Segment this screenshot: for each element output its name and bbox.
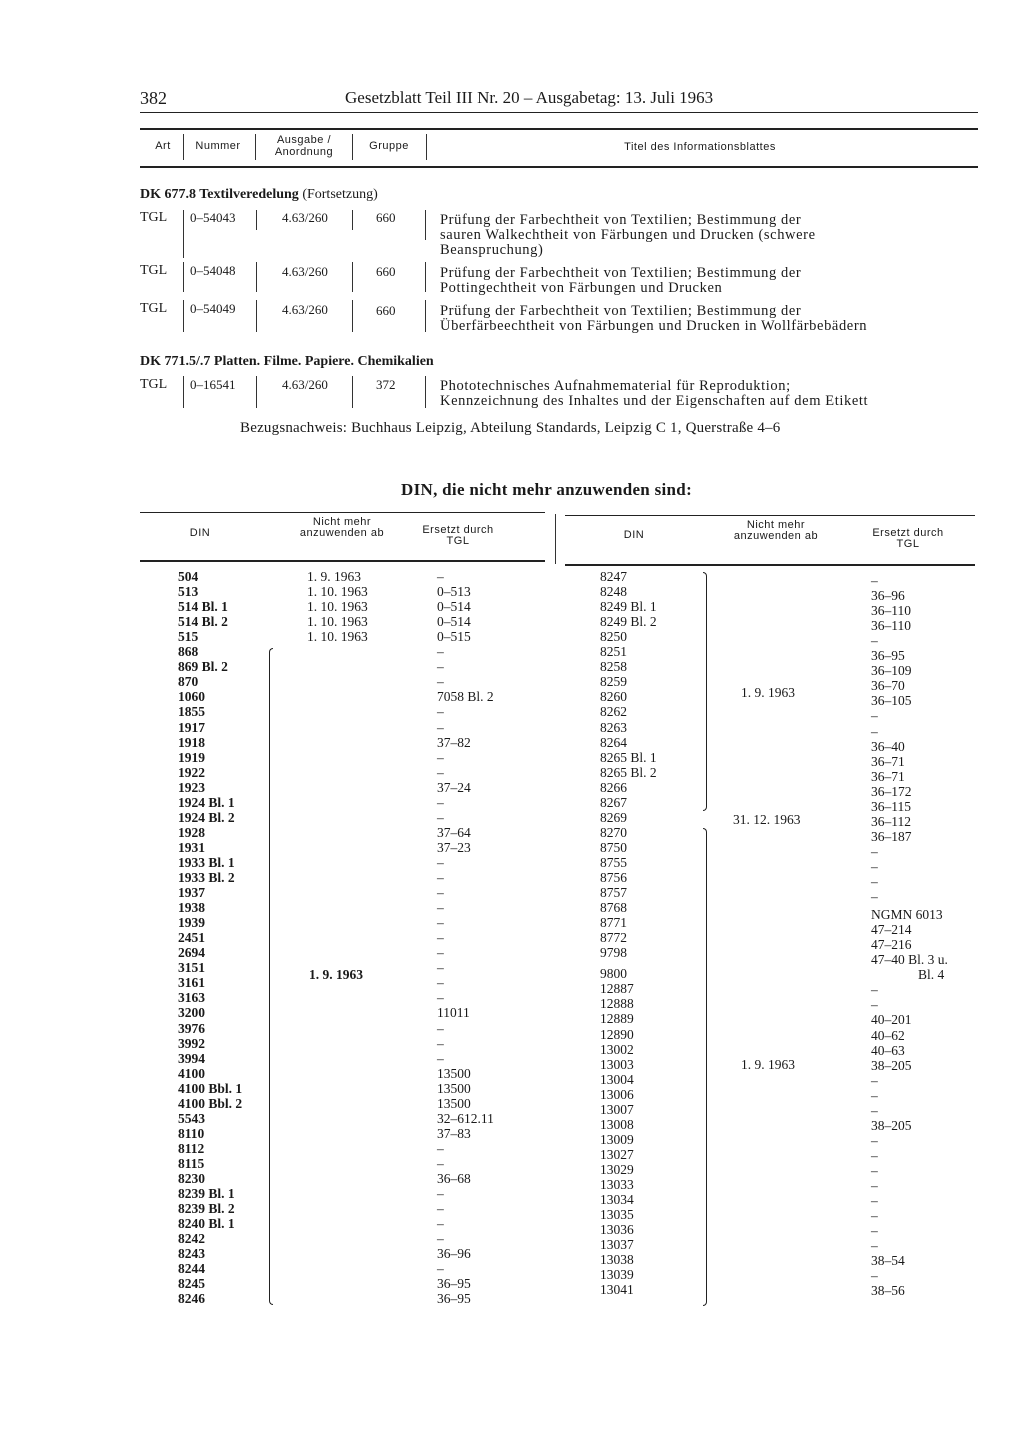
ersetzt-cell: – <box>871 1193 878 1209</box>
ersetzt-cell: 36–112 <box>871 813 911 829</box>
din-number: 13038 <box>600 1252 634 1268</box>
din-number: 1060 <box>178 689 205 705</box>
din-number: 8239 Bl. 2 <box>178 1201 235 1217</box>
ersetzt-cell: – <box>437 1140 444 1156</box>
ersetzt-cell: – <box>871 843 878 859</box>
ersetzt-cell: – <box>871 858 878 874</box>
ersetzt-cell: – <box>871 723 878 739</box>
din-number: 514 Bl. 2 <box>178 614 228 630</box>
ersetzt-cell: 36–71 <box>871 753 905 769</box>
ersetzt-cell: – <box>437 900 444 916</box>
din-number: 8245 <box>178 1276 205 1292</box>
ausgabe-cell: 4.63/260 <box>282 377 328 392</box>
ersetzt-cell: – <box>871 1102 878 1118</box>
din-number: 8250 <box>600 629 627 645</box>
ersetzt-cell: 0–513 <box>437 584 471 600</box>
din-number: 13029 <box>600 1161 634 1177</box>
din-number: 12890 <box>600 1026 634 1042</box>
ersetzt-col-head-left-text: Ersetzt durch TGL <box>422 524 494 547</box>
ersetzt-cell: – <box>437 764 444 780</box>
din-number: 869 Bl. 2 <box>178 659 228 675</box>
ersetzt-cell: 40–201 <box>871 1012 912 1028</box>
ausgabe-cell: 4.63/260 <box>282 302 328 317</box>
din-number: 8772 <box>600 930 627 946</box>
ersetzt-cell: – <box>871 1072 878 1088</box>
col-head-ausgabe-text: Ausgabe / Anordnung <box>274 134 334 158</box>
din-number: 8248 <box>600 584 627 600</box>
din-top-rule-left <box>140 512 545 513</box>
ersetzt-cell: 36–95 <box>437 1291 471 1307</box>
din-number: 13007 <box>600 1101 634 1117</box>
ersetzt-cell: 47–40 Bl. 3 u. <box>871 952 948 968</box>
din-number: 9800 <box>600 966 627 982</box>
din-number: 13027 <box>600 1146 634 1162</box>
col-divider <box>426 134 427 160</box>
title-line: Prüfung der Farbechtheit von Textilien; Bestimmung der <box>440 265 802 281</box>
nummer-cell: 0–54048 <box>190 263 236 278</box>
group-date-right-1: 1. 9. 1963 <box>741 685 795 700</box>
din-number: 1917 <box>178 719 205 735</box>
din-number: 8768 <box>600 900 627 916</box>
ersetzt-cell: – <box>437 854 444 870</box>
ersetzt-cell: – <box>871 889 878 905</box>
ersetzt-cell: Bl. 4 <box>918 967 945 983</box>
ersetzt-cell: – <box>437 930 444 946</box>
ersetzt-cell: – <box>871 1208 878 1224</box>
din-number: 8240 Bl. 1 <box>178 1216 235 1232</box>
cell-divider <box>183 300 184 332</box>
ersetzt-cell: – <box>871 1147 878 1163</box>
din-number: 8115 <box>178 1155 205 1171</box>
ersetzt-cell: – <box>437 1035 444 1051</box>
din-number: 1933 Bl. 1 <box>178 854 235 870</box>
ersetzt-cell: 38–205 <box>871 1057 912 1073</box>
cell-divider <box>352 210 353 230</box>
ersetzt-cell: 36–71 <box>871 768 905 784</box>
title-cell <box>440 213 816 258</box>
title-line: Prüfung der Farbechtheit von Textilien; Bestimmung der <box>440 303 802 319</box>
din-number: 3151 <box>178 960 205 976</box>
din-number: 13009 <box>600 1131 634 1147</box>
ersetzt-cell: 36–172 <box>871 783 912 799</box>
date-cell: 1. 10. 1963 <box>307 599 368 615</box>
ersetzt-cell: 37–82 <box>437 734 471 750</box>
din-number: 8262 <box>600 704 627 720</box>
din-head-rule-left <box>140 560 545 562</box>
din-number: 8244 <box>178 1261 205 1277</box>
din-number: 13033 <box>600 1177 634 1192</box>
din-number: 5543 <box>178 1110 205 1126</box>
col-head-nummer: Nummer <box>195 140 241 152</box>
title-cell <box>440 304 867 334</box>
ersetzt-cell: – <box>437 1050 444 1066</box>
date-cell: 1. 9. 1963 <box>307 569 361 584</box>
din-number: 8249 Bl. 1 <box>600 599 657 615</box>
section-heading-note: (Fortsetzung) <box>302 187 378 202</box>
ersetzt-cell: 11011 <box>437 1005 470 1021</box>
gruppe-cell: 372 <box>376 377 396 392</box>
cell-divider <box>183 210 184 258</box>
group-date-left: 1. 9. 1963 <box>309 967 363 982</box>
col-divider <box>183 134 184 160</box>
art-cell: TGL <box>140 263 168 278</box>
ersetzt-cell: 36–40 <box>871 738 905 754</box>
section-heading <box>140 187 378 203</box>
ersetzt-cell: – <box>437 1231 444 1247</box>
group-date-right-3: 1. 9. 1963 <box>741 1057 795 1072</box>
ersetzt-cell: 37–64 <box>437 824 471 840</box>
section-heading <box>140 354 434 370</box>
ersetzt-cell: – <box>871 1223 878 1239</box>
ersetzt-cell: 13500 <box>437 1095 471 1111</box>
din-number: 8239 Bl. 1 <box>178 1186 235 1202</box>
din-number: 13037 <box>600 1237 634 1253</box>
din-number: 1922 <box>178 764 205 780</box>
ersetzt-cell: 36–109 <box>871 663 912 679</box>
din-number: 12888 <box>600 996 634 1012</box>
art-cell: TGL <box>140 210 168 225</box>
din-number: 504 <box>178 569 199 584</box>
ersetzt-cell: – <box>437 960 444 976</box>
din-number: 8260 <box>600 689 627 705</box>
din-number: 8755 <box>600 854 627 870</box>
ersetzt-cell: 0–514 <box>437 599 471 615</box>
cell-divider <box>425 210 426 240</box>
nicht-mehr-col-head-right-text: Nicht mehr anzuwenden ab <box>733 519 819 542</box>
ersetzt-cell: 36–110 <box>871 603 911 619</box>
ersetzt-cell: 37–23 <box>437 839 471 855</box>
col-divider <box>255 134 256 160</box>
din-number: 513 <box>178 584 199 600</box>
col-head-titel: Titel des Informationsblattes <box>624 141 776 153</box>
cell-divider <box>183 262 184 292</box>
ersetzt-cell: 36–70 <box>871 678 905 694</box>
nicht-mehr-col-head-right <box>728 520 824 542</box>
ausgabe-cell: 4.63/260 <box>282 264 328 279</box>
ersetzt-cell: 7058 Bl. 2 <box>437 689 494 705</box>
din-number: 8756 <box>600 870 627 885</box>
ersetzt-cell: 40–62 <box>871 1027 905 1043</box>
section-heading-bold: DK 771.5/.7 Platten. Filme. Papiere. Chemikalien <box>140 354 434 369</box>
title-line: Kennzeichnung des Inhaltes und der Eigenschaften auf dem Etikett <box>440 393 869 409</box>
din-number: 3200 <box>178 1005 205 1021</box>
din-number: 8243 <box>178 1246 205 1262</box>
gruppe-cell: 660 <box>376 303 396 318</box>
din-top-rule-right <box>565 515 975 516</box>
cell-divider <box>256 262 257 292</box>
header-bottom-rule <box>140 166 978 168</box>
title-line: sauren Walkechtheit von Färbungen und Drucken (schwere <box>440 227 816 243</box>
ersetzt-cell: 13500 <box>437 1080 471 1096</box>
din-number: 13036 <box>600 1222 634 1238</box>
din-number: 3161 <box>178 975 205 991</box>
nummer-cell: 0–16541 <box>190 377 236 392</box>
page-header-title: Gesetzblatt Teil III Nr. 20 – Ausgabetag: 13. Juli 1963 <box>345 88 714 107</box>
din-number: 1924 Bl. 2 <box>178 809 235 825</box>
din-number: 13006 <box>600 1086 634 1102</box>
ersetzt-cell: – <box>871 874 878 889</box>
cell-divider <box>183 376 184 408</box>
din-number: 8270 <box>600 824 627 840</box>
ersetzt-cell: – <box>437 719 444 735</box>
din-number: 8251 <box>600 644 627 660</box>
din-section-title: DIN, die nicht mehr anzuwenden sind: <box>401 480 693 499</box>
date-cell: 1. 10. 1963 <box>307 629 368 645</box>
din-number: 2451 <box>178 930 205 946</box>
gruppe-cell: 660 <box>376 210 396 225</box>
ersetzt-cell: NGMN 6013 <box>871 907 943 923</box>
din-number: 8267 <box>600 794 627 810</box>
ersetzt-cell: – <box>437 1261 444 1277</box>
ersetzt-cell: – <box>437 945 444 961</box>
ersetzt-cell: – <box>437 1155 444 1171</box>
ersetzt-cell: – <box>437 659 444 675</box>
ersetzt-cell: – <box>437 809 444 825</box>
ersetzt-cell: 36–105 <box>871 693 912 709</box>
ersetzt-cell: – <box>871 997 878 1013</box>
ersetzt-cell: – <box>437 1216 444 1232</box>
din-number: 8264 <box>600 734 627 750</box>
din-number: 1938 <box>178 900 205 916</box>
din-number: 13004 <box>600 1071 634 1087</box>
ersetzt-cell: – <box>437 1186 444 1202</box>
table-top-rule <box>140 128 978 130</box>
title-cell <box>440 266 801 296</box>
din-number: 13008 <box>600 1116 634 1132</box>
page-number: 382 <box>140 88 167 108</box>
title-line: Pottingechtheit von Färbungen und Drucken <box>440 280 723 296</box>
date-cell: 1. 10. 1963 <box>307 614 368 630</box>
group-brace <box>703 572 707 811</box>
din-number: 1855 <box>178 704 205 720</box>
ersetzt-cell: 36–96 <box>437 1246 471 1262</box>
cell-divider <box>256 300 257 332</box>
cell-divider <box>425 376 426 408</box>
nummer-cell: 0–54049 <box>190 301 236 316</box>
din-number: 1918 <box>178 734 205 750</box>
din-number: 3994 <box>178 1050 205 1066</box>
group-date-right-2: 31. 12. 1963 <box>733 812 801 827</box>
din-number: 8265 Bl. 1 <box>600 749 657 765</box>
din-number: 13041 <box>600 1282 634 1298</box>
ersetzt-col-head-right-text: Ersetzt durch TGL <box>872 527 944 550</box>
ersetzt-cell: – <box>437 704 444 720</box>
din-number: 8263 <box>600 719 627 735</box>
cell-divider <box>425 262 426 292</box>
din-number: 1928 <box>178 824 205 840</box>
din-number: 4100 Bbl. 2 <box>178 1095 243 1111</box>
din-col-head-right: DIN <box>623 529 645 541</box>
ersetzt-cell: 36–110 <box>871 618 911 634</box>
ersetzt-cell: – <box>437 644 444 660</box>
cell-divider <box>352 376 353 408</box>
ersetzt-cell: 37–83 <box>437 1125 471 1141</box>
col-head-gruppe: Gruppe <box>369 140 409 152</box>
din-number: 13035 <box>600 1207 634 1223</box>
din-number: 515 <box>178 629 199 645</box>
din-col-head-left: DIN <box>189 527 211 539</box>
ersetzt-cell: – <box>437 1020 444 1036</box>
din-number: 8246 <box>178 1291 205 1307</box>
din-number: 514 Bl. 1 <box>178 599 228 615</box>
din-number: 4100 <box>178 1065 205 1081</box>
ersetzt-cell: 47–214 <box>871 922 912 938</box>
ausgabe-cell: 4.63/260 <box>282 210 328 225</box>
din-number: 8247 <box>600 569 627 584</box>
din-head-rule-right <box>565 564 975 566</box>
din-number: 8750 <box>600 839 627 855</box>
din-number: 8259 <box>600 674 627 690</box>
date-cell: 1. 10. 1963 <box>307 584 368 600</box>
title-line: Phototechnisches Aufnahmematerial für Reproduktion; <box>440 378 791 394</box>
ersetzt-cell: – <box>437 674 444 690</box>
din-number: 8265 Bl. 2 <box>600 764 657 780</box>
ersetzt-cell: 40–63 <box>871 1042 905 1058</box>
din-number: 4100 Bbl. 1 <box>178 1080 243 1096</box>
ersetzt-cell: – <box>437 1201 444 1217</box>
ersetzt-cell: 38–54 <box>871 1253 905 1269</box>
art-cell: TGL <box>140 377 168 392</box>
din-number: 12887 <box>600 981 634 997</box>
din-number: 1924 Bl. 1 <box>178 794 235 810</box>
ersetzt-cell: – <box>871 708 878 724</box>
din-number: 13002 <box>600 1041 634 1057</box>
section-heading-bold: DK 677.8 Textilveredelung <box>140 187 299 202</box>
din-number: 8757 <box>600 885 627 901</box>
col-divider <box>352 134 353 160</box>
din-number: 8258 <box>600 659 627 675</box>
ersetzt-cell: 36–95 <box>871 648 905 664</box>
din-number: 1933 Bl. 2 <box>178 870 235 885</box>
ersetzt-cell: – <box>871 1087 878 1103</box>
din-number: 8110 <box>178 1125 205 1141</box>
din-number: 8266 <box>600 779 627 795</box>
din-number: 868 <box>178 644 199 660</box>
din-number: 2694 <box>178 945 205 961</box>
din-number: 9798 <box>600 945 627 961</box>
ersetzt-cell: 13500 <box>437 1065 471 1081</box>
ersetzt-cell: 37–24 <box>437 779 471 795</box>
ersetzt-cell: – <box>437 794 444 810</box>
header-rule <box>140 112 978 113</box>
din-number: 8112 <box>178 1140 205 1156</box>
din-number: 8242 <box>178 1231 205 1247</box>
cell-divider <box>352 262 353 292</box>
col-head-art: Art <box>155 140 171 152</box>
din-number: 8230 <box>178 1171 205 1186</box>
din-number: 3976 <box>178 1020 205 1036</box>
art-cell: TGL <box>140 301 168 316</box>
din-number: 8771 <box>600 915 627 931</box>
nicht-mehr-col-head-left-text: Nicht mehr anzuwenden ab <box>299 516 385 539</box>
ersetzt-cell: 32–612.11 <box>437 1110 494 1126</box>
din-number: 3163 <box>178 990 205 1006</box>
din-number: 1919 <box>178 749 205 765</box>
cell-divider <box>256 376 257 408</box>
ersetzt-cell: 47–216 <box>871 937 912 953</box>
ersetzt-cell: 36–187 <box>871 828 912 844</box>
ersetzt-cell: – <box>437 990 444 1006</box>
din-number: 1939 <box>178 915 205 931</box>
ersetzt-cell: – <box>871 573 878 588</box>
ersetzt-cell: – <box>871 1178 878 1193</box>
ersetzt-cell: – <box>437 870 444 885</box>
ersetzt-cell: – <box>871 1238 878 1254</box>
ersetzt-cell: – <box>871 1268 878 1284</box>
ersetzt-cell: – <box>871 1132 878 1148</box>
group-brace <box>269 648 273 1305</box>
ersetzt-cell: 36–68 <box>437 1171 471 1186</box>
din-number: 1931 <box>178 839 205 855</box>
title-line: Überfärbeechtheit von Färbungen und Drucken in Wollfärbebädern <box>440 318 868 334</box>
ersetzt-cell: 38–205 <box>871 1117 912 1133</box>
title-line: Prüfung der Farbechtheit von Textilien; Bestimmung der <box>440 212 802 228</box>
col-head-ausgabe <box>258 134 350 158</box>
ersetzt-cell: 36–96 <box>871 588 905 604</box>
ersetzt-cell: 38–56 <box>871 1283 905 1299</box>
din-number: 13039 <box>600 1267 634 1283</box>
ersetzt-cell: – <box>437 915 444 931</box>
cell-divider <box>256 210 257 230</box>
ersetzt-cell: 36–115 <box>871 798 911 814</box>
nicht-mehr-col-head-left <box>294 517 390 539</box>
ersetzt-cell: 36–95 <box>437 1276 471 1292</box>
title-cell <box>440 379 868 409</box>
reference-note: Bezugsnachweis: Buchhaus Leipzig, Abteilung Standards, Leipzig C 1, Querstraße 4–6 <box>240 420 781 436</box>
nummer-cell: 0–54043 <box>190 210 236 225</box>
din-number: 1923 <box>178 779 205 795</box>
din-number: 13034 <box>600 1192 634 1208</box>
ersetzt-cell: – <box>437 749 444 765</box>
ersetzt-cell: – <box>871 982 878 998</box>
ersetzt-cell: – <box>437 975 444 991</box>
group-brace <box>703 828 707 1306</box>
gruppe-cell: 660 <box>376 264 396 279</box>
ersetzt-col-head-right <box>872 528 944 550</box>
ersetzt-cell: – <box>871 1162 878 1178</box>
ersetzt-cell: – <box>437 885 444 901</box>
ersetzt-cell: – <box>871 633 878 649</box>
din-number: 13003 <box>600 1056 634 1072</box>
cell-divider <box>352 300 353 332</box>
din-number: 3992 <box>178 1035 205 1051</box>
din-column-split <box>555 514 556 564</box>
ersetzt-cell: – <box>437 569 444 584</box>
din-number: 8269 <box>600 809 627 825</box>
ersetzt-cell: 0–514 <box>437 614 471 630</box>
din-number: 1937 <box>178 885 205 901</box>
din-number: 870 <box>178 674 199 690</box>
title-line: Beanspruchung) <box>440 242 544 258</box>
din-number: 12889 <box>600 1011 634 1027</box>
ersetzt-cell: 0–515 <box>437 629 471 645</box>
cell-divider <box>425 300 426 332</box>
ersetzt-col-head-left <box>422 525 494 547</box>
din-number: 8249 Bl. 2 <box>600 614 657 630</box>
